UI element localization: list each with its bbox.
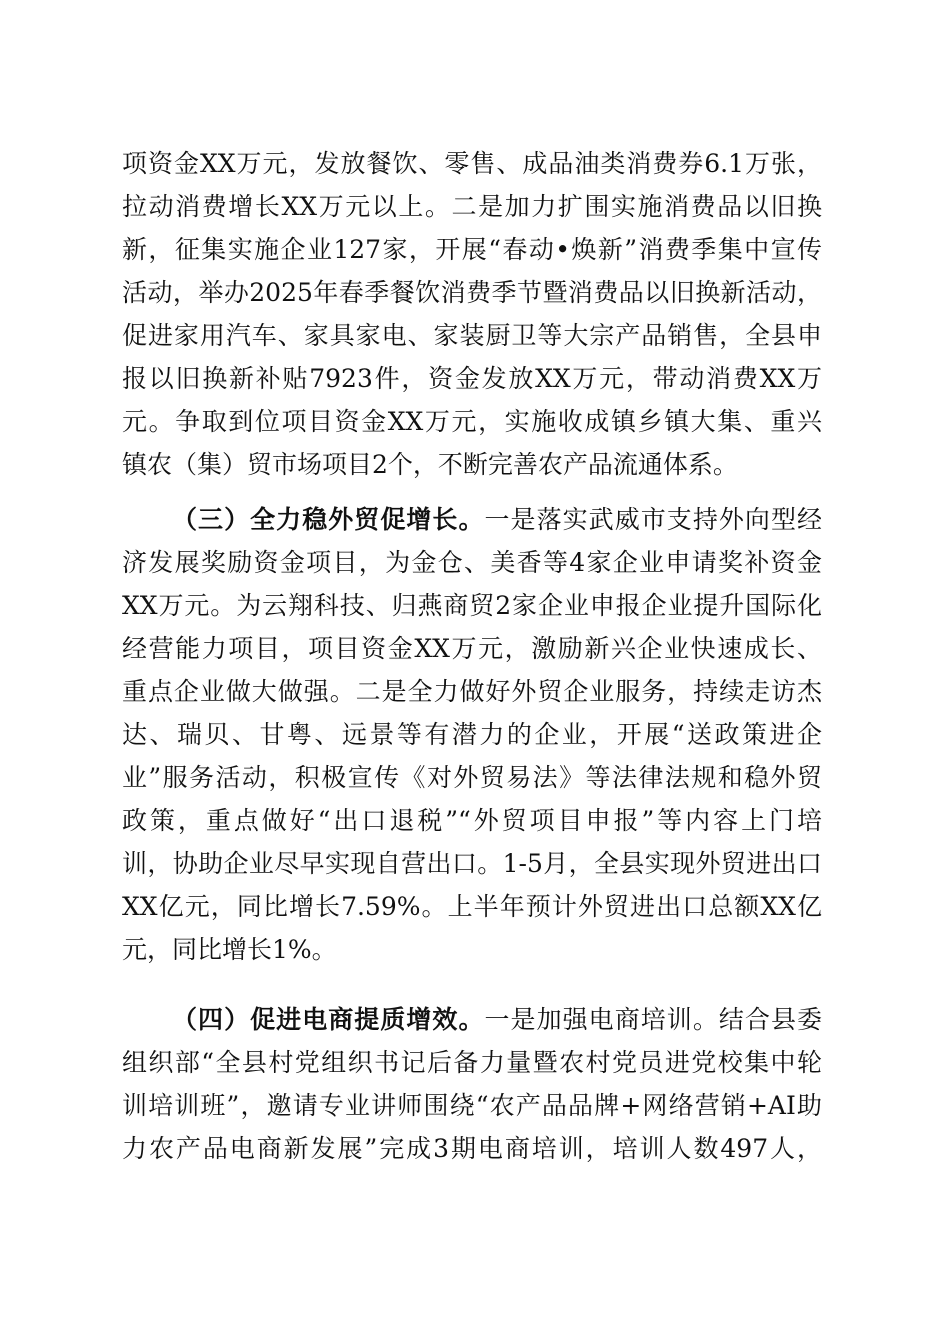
paragraph-3-line-4: 力农产品电商新发展”完成3期电商培训，培训人数497人， xyxy=(122,1134,822,1163)
paragraph-3-first-line-text: 一是加强电商培训。结合县委 xyxy=(484,1005,822,1034)
paragraph-3-line-3: 训培训班”，邀请专业讲师围绕“农产品品牌+网络营销+AI助 xyxy=(122,1091,822,1120)
paragraph-1-line-8: 镇农（集）贸市场项目2个，不断完善农产品流通体系。 xyxy=(122,450,738,479)
paragraph-3-line-2: 组织部“全县村党组织书记后备力量暨农村党员进党校集中轮 xyxy=(122,1048,822,1077)
paragraph-2-line-5: 重点企业做大做强。二是全力做好外贸企业服务，持续走访杰 xyxy=(122,677,822,706)
paragraph-1-line-1: 项资金XX万元，发放餐饮、零售、成品油类消费券6.1万张， xyxy=(122,149,822,178)
paragraph-2-line-10: XX亿元，同比增长7.59%。上半年预计外贸进出口总额XX亿 xyxy=(122,892,822,921)
paragraph-2-line-6: 达、瑞贝、甘粤、远景等有潜力的企业，开展“送政策进企 xyxy=(122,720,822,749)
paragraph-2-line-4: 经营能力项目，项目资金XX万元，激励新兴企业快速成长、 xyxy=(122,634,822,663)
paragraph-1-line-3: 新，征集实施企业127家，开展“春动•焕新”消费季集中宣传 xyxy=(122,235,822,264)
paragraph-1-line-6: 报以旧换新补贴7923件，资金发放XX万元，带动消费XX万 xyxy=(122,364,822,393)
paragraph-2-first-line-text: 一是落实武威市支持外向型经 xyxy=(484,505,822,534)
section-3-heading: （三）全力稳外贸促增长。 xyxy=(172,505,485,534)
paragraph-2-line-3: XX万元。为云翔科技、归燕商贸2家企业申报企业提升国际化 xyxy=(122,591,822,620)
paragraph-2-line-2: 济发展奖励资金项目，为金仓、美香等4家企业申请奖补资金 xyxy=(122,548,822,577)
paragraph-1-line-2: 拉动消费增长XX万元以上。二是加力扩围实施消费品以旧换 xyxy=(122,192,822,221)
paragraph-2-first-line xyxy=(172,500,822,540)
paragraph-1-line-7: 元。争取到位项目资金XX万元，实施收成镇乡镇大集、重兴 xyxy=(122,407,822,436)
paragraph-1-line-4: 活动，举办2025年春季餐饮消费季节暨消费品以旧换新活动， xyxy=(122,278,822,307)
paragraph-2-line-8: 政策，重点做好“出口退税”“外贸项目申报”等内容上门培 xyxy=(122,806,822,835)
paragraph-2-line-11: 元，同比增长1%。 xyxy=(122,935,337,964)
paragraph-2-line-9: 训，协助企业尽早实现自营出口。1-5月，全县实现外贸进出口 xyxy=(122,849,822,878)
section-4-heading: （四）促进电商提质增效。 xyxy=(172,1005,485,1034)
paragraph-1-line-5: 促进家用汽车、家具家电、家装厨卫等大宗产品销售，全县申 xyxy=(122,321,822,350)
paragraph-3-first-line xyxy=(172,1000,822,1040)
paragraph-2-line-7: 业”服务活动，积极宣传《对外贸易法》等法律法规和稳外贸 xyxy=(122,763,822,792)
